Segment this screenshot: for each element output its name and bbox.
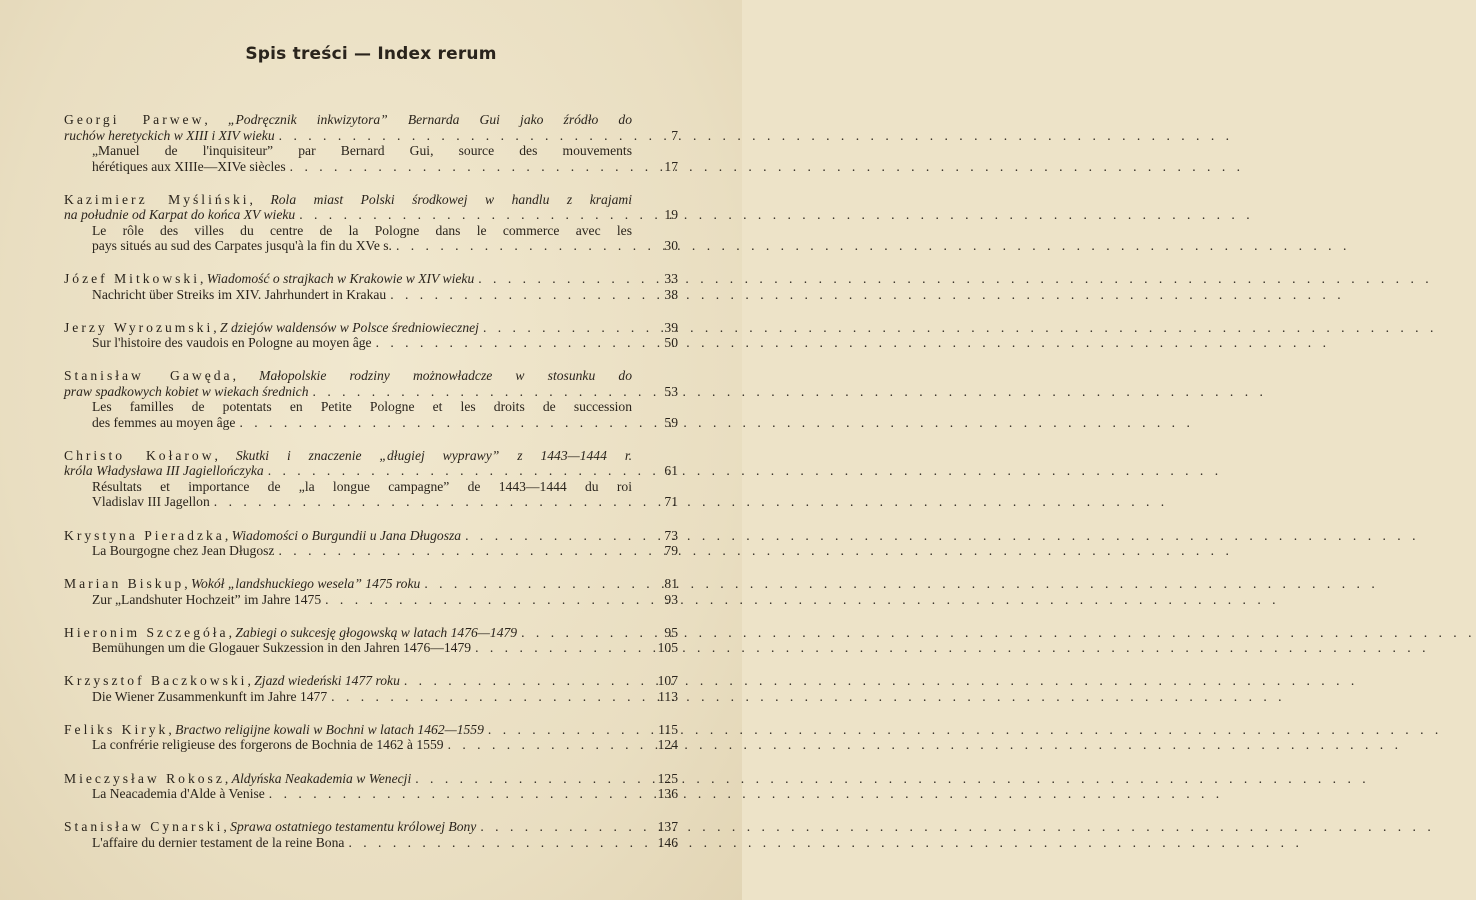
title-polish: Wokół „landshuckiego wesela” 1475 roku (190, 576, 421, 592)
dot-leader (239, 415, 640, 431)
title-translation: La Neacademia d'Alde à Venise (92, 786, 265, 802)
page-number: 105 (657, 640, 678, 656)
page-number: 95 (664, 624, 678, 640)
page-number: 53 (664, 383, 678, 399)
title-polish: Zabiegi o sukcesję głogowską w latach 1476—1479 (235, 624, 518, 640)
dot-leader (348, 835, 640, 851)
dot-leader (424, 576, 640, 592)
toc-line (64, 271, 678, 287)
toc-text: Krystyna Pieradzka, Wiadomości o Burgundii u Jana Długosza (64, 527, 462, 543)
page-number: 146 (657, 834, 678, 850)
toc-text (92, 287, 386, 303)
title-translation: La Bourgogne chez Jean Długosz (92, 543, 275, 559)
toc-text (92, 543, 274, 559)
toc-line (64, 494, 678, 510)
toc-text (64, 463, 264, 479)
dot-leader (376, 335, 640, 351)
toc-text (92, 592, 321, 608)
toc-entry (64, 368, 678, 430)
page-number: 19 (664, 207, 678, 223)
title-translation: Le rôle des villes du centre de la Pologne dans le commerce avec les (92, 222, 632, 238)
title-polish: Zjazd wiedeński 1477 roku (254, 673, 400, 689)
toc-text: Feliks Kiryk, Bractwo religijne kowali w Bochni w latach 1462—1559 (64, 721, 484, 737)
title-translation: „Manuel de l'inquisiteur” par Bernard Gui, source des mouvements (92, 143, 632, 158)
toc-text: Stanisław Cynarski, Sprawa ostatniego testamentu królowej Bony (64, 819, 477, 835)
toc-line (64, 448, 678, 464)
toc-text (92, 689, 327, 705)
toc-line (64, 238, 678, 254)
title-polish: Sprawa ostatniego testamentu królowej Bony (230, 819, 477, 835)
page-number: 39 (664, 319, 678, 335)
toc-line (64, 835, 678, 851)
toc-line (64, 576, 678, 592)
title-polish: praw spadkowych kobiet w wiekach średnich (64, 383, 309, 399)
toc-entry (64, 771, 678, 802)
toc-line (64, 223, 678, 239)
toc-text (92, 494, 210, 510)
toc-line (64, 192, 678, 208)
dot-leader (269, 786, 640, 802)
toc-line (64, 415, 678, 431)
author-name: Marian Biskup (64, 576, 185, 592)
page-number: 38 (664, 286, 678, 302)
toc-line (64, 128, 678, 144)
toc-line (64, 287, 678, 303)
page-number: 33 (664, 271, 678, 287)
toc-line (64, 335, 678, 351)
toc-text (92, 159, 286, 175)
toc-line (64, 771, 678, 787)
toc-line (64, 786, 678, 802)
toc-text (92, 737, 444, 753)
dot-leader (396, 238, 640, 254)
toc-line (64, 143, 678, 159)
dot-leader (448, 737, 640, 753)
page-number: 73 (664, 527, 678, 543)
page-number: 79 (664, 543, 678, 559)
page-number: 93 (664, 591, 678, 607)
title-polish: Bractwo religijne kowali w Bochni w latach 1462—1559 (175, 721, 484, 737)
toc-entry (64, 673, 678, 704)
author-name: Krzysztof Baczkowski (64, 673, 248, 689)
page-number: 115 (658, 721, 678, 737)
title-polish: Wiadomość o strajkach w Krakowie w XIV wieku (206, 271, 475, 287)
toc-line (64, 399, 678, 415)
dot-leader (214, 494, 640, 510)
toc-entry (64, 722, 678, 753)
toc-line (64, 479, 678, 495)
toc-text (92, 335, 372, 351)
toc-entry (64, 576, 678, 607)
author-name: Józef Mitkowski (64, 271, 200, 287)
title-translation: Résultats et importance de „la longue campagne” de 1443—1444 du roi (92, 478, 632, 494)
author-name: Krystyna Pieradzka (64, 527, 225, 543)
toc-entry (64, 819, 678, 850)
title-translation: des femmes au moyen âge (92, 414, 236, 430)
dot-leader (404, 673, 640, 689)
title-polish: Małopolskie rodziny możnowładcze w stosunku do (259, 368, 633, 384)
dot-leader (478, 271, 640, 287)
page-number: 81 (664, 576, 678, 592)
toc-line (64, 207, 678, 223)
toc-line (64, 368, 678, 384)
title-polish: „Podręcznik inkwizytora” Bernarda Gui jako źródło do (227, 112, 632, 127)
toc-text: Mieczysław Rokosz, Aldyńska Neakademia w Wenecji (64, 770, 412, 786)
toc-line (64, 112, 678, 128)
toc-line (64, 159, 678, 175)
dot-leader (480, 819, 640, 835)
toc-text (92, 238, 392, 254)
toc-line (64, 673, 678, 689)
toc-line (64, 528, 678, 544)
toc-text (92, 786, 265, 802)
title-translation: Vladislav III Jagellon (92, 494, 210, 510)
toc-text (92, 399, 632, 415)
title-translation: hérétiques aux XIIIe—XIVe siècles (92, 158, 286, 174)
toc-text (92, 415, 235, 431)
author-name: Mieczysław Rokosz (64, 770, 225, 786)
title-translation: Sur l'histoire des vaudois en Pologne au moyen âge (92, 335, 372, 351)
toc-line (64, 384, 678, 400)
toc-line (64, 819, 678, 835)
page-number: 107 (657, 673, 678, 689)
dot-leader (390, 287, 640, 303)
title-polish: Skutki i znaczenie „długiej wyprawy” z 1443—1444 r. (235, 447, 632, 463)
toc-text (64, 384, 309, 400)
page-number: 7 (671, 127, 678, 143)
toc-text (92, 479, 632, 495)
title-translation: Nachricht über Streiks im XIV. Jahrhundert in Krakau (92, 286, 387, 302)
dot-leader (331, 689, 640, 705)
title-polish: ruchów heretyckich w XIII i XIV wieku (64, 127, 275, 143)
title-polish: Z dziejów waldensów w Polsce średniowiecznej (220, 319, 479, 335)
toc-entry (64, 320, 678, 351)
toc-entry (64, 271, 678, 302)
dot-leader (290, 159, 640, 175)
page-title: Spis treści — Index rerum (245, 44, 497, 64)
page-number: 125 (657, 770, 678, 786)
page-number: 17 (664, 158, 678, 174)
title-translation: Bemühungen um die Glogauer Sukzession in den Jahren 1476—1479 (92, 640, 472, 656)
toc-text (92, 143, 632, 159)
page-number: 71 (664, 494, 678, 510)
toc-text: Marian Biskup, Wokół „landshuckiego wesela” 1475 roku (64, 576, 421, 592)
toc-line (64, 320, 678, 336)
dot-leader (278, 543, 640, 559)
page-number: 61 (664, 463, 678, 479)
toc-text (64, 128, 275, 144)
dot-leader (415, 771, 640, 787)
page-number: 30 (664, 238, 678, 254)
author-name: Stanisław Gawęda (64, 368, 233, 384)
toc-text: Georgi Parwew, „Podręcznik inkwizytora” Bernarda Gui jako źródło do (64, 112, 632, 127)
toc-text (92, 835, 344, 851)
page-number: 136 (657, 786, 678, 802)
title-translation: Les familles de potentats en Petite Pologne et les droits de succession (92, 399, 632, 415)
toc-text: Christo Kołarow, Skutki i znaczenie „długiej wyprawy” z 1443—1444 r. (64, 447, 632, 463)
title-translation: pays situés au sud des Carpates jusqu'à la fin du XVe s. (92, 238, 392, 254)
title-translation: La confrérie religieuse des forgerons de Bochnia de 1462 à 1559 (92, 737, 444, 753)
title-translation: Zur „Landshuter Hochzeit” im Jahre 1475 (92, 591, 322, 607)
toc-line (64, 640, 678, 656)
toc-entry (64, 448, 678, 510)
page-number: 59 (664, 414, 678, 430)
toc-line (64, 592, 678, 608)
toc-line (64, 722, 678, 738)
toc-text (92, 640, 471, 656)
author-name: Christo Kołarow (64, 447, 215, 463)
author-name: Kazimierz Myśliński (64, 191, 250, 207)
toc-text: Józef Mitkowski, Wiadomość o strajkach w Krakowie w XIV wieku (64, 271, 475, 287)
dot-leader (279, 128, 640, 144)
dot-leader (465, 528, 640, 544)
author-name: Stanisław Cynarski (64, 819, 224, 835)
toc-line (64, 543, 678, 559)
toc-line (64, 737, 678, 753)
author-name: Jerzy Wyrozumski (64, 319, 214, 335)
toc-text: Jerzy Wyrozumski, Z dziejów waldensów w Polsce średniowiecznej (64, 319, 479, 335)
toc-text: Kazimierz Myśliński, Rola miast Polski środkowej w handlu z krajami (64, 191, 632, 207)
title-polish: Rola miast Polski środkowej w handlu z krajami (270, 191, 632, 207)
table-of-contents (64, 112, 678, 868)
author-name: Hieronim Szczegóła (64, 624, 229, 640)
title-polish: Wiadomości o Burgundii u Jana Długosza (231, 527, 462, 543)
title-polish: Aldyńska Neakademia w Wenecji (231, 770, 412, 786)
toc-line (64, 625, 678, 641)
dot-leader (313, 384, 640, 400)
page-number: 113 (658, 688, 678, 704)
toc-line (64, 689, 678, 705)
title-translation: Die Wiener Zusammenkunft im Jahre 1477 (92, 688, 328, 704)
dot-leader (521, 625, 640, 641)
toc-entry (64, 625, 678, 656)
toc-line (64, 463, 678, 479)
title-polish: na południe od Karpat do końca XV wieku (64, 207, 296, 223)
page-number: 137 (657, 819, 678, 835)
dot-leader (268, 463, 640, 479)
title-translation: L'affaire du dernier testament de la reine Bona (92, 834, 345, 850)
page-number: 50 (664, 335, 678, 351)
toc-text: Stanisław Gawęda, Małopolskie rodziny możnowładcze w stosunku do (64, 368, 633, 384)
toc-text: Hieronim Szczegóła, Zabiegi o sukcesję głogowską w latach 1476—1479 (64, 624, 518, 640)
toc-entry (64, 192, 678, 254)
page-number: 124 (657, 737, 678, 753)
dot-leader (299, 207, 640, 223)
author-name: Georgi Parwew (64, 112, 205, 127)
dot-leader (488, 722, 640, 738)
toc-text (92, 223, 632, 239)
dot-leader (483, 320, 640, 336)
toc-text (64, 207, 295, 223)
title-polish: króla Władysława III Jagiellończyka (64, 463, 264, 479)
dot-leader (475, 640, 640, 656)
dot-leader (325, 592, 640, 608)
toc-entry (64, 528, 678, 559)
toc-entry (64, 112, 678, 174)
toc-text: Krzysztof Baczkowski, Zjazd wiedeński 1477 roku (64, 673, 400, 689)
author-name: Feliks Kiryk (64, 721, 169, 737)
